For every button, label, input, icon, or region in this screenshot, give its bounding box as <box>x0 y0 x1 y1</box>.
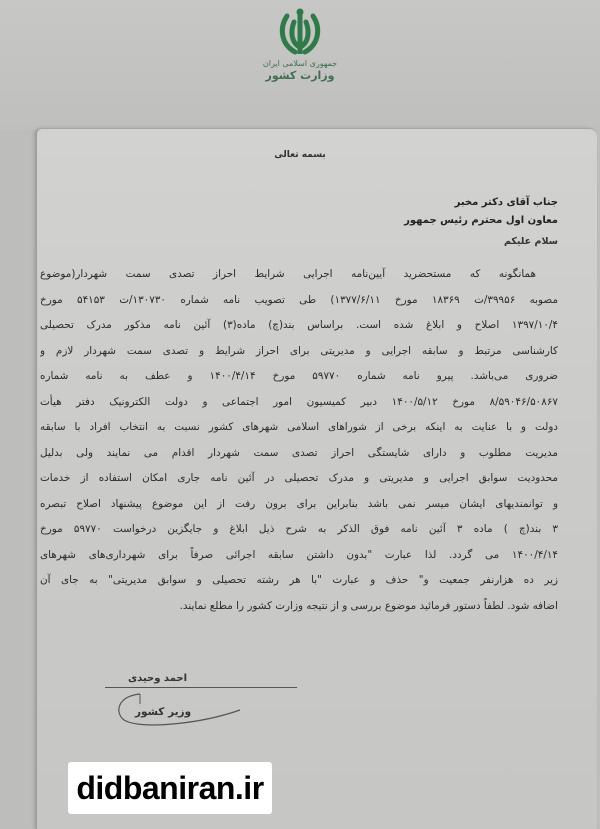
watermark: didbaniran.ir <box>68 762 272 814</box>
signatory-title: وزیر کشور <box>135 706 192 718</box>
greeting: سلام علیکم <box>503 236 558 247</box>
letter-body <box>40 262 558 619</box>
body-line: محدودیت سوابق اجرایی و مدیریتی و مدرک تحصیلی در آئین نامه جاری امکان استفاده از خدمات <box>40 472 558 484</box>
letterhead-country: جمهوری اسلامی ایران <box>262 59 338 68</box>
body-line: ۸/۵۹۰۴۶/۵۰۸۶۷ مورخ ۱۴۰۰/۵/۱۲ دبیر کمیسیون امور اجتماعی و دولت الکترونیک دفتر هیأت <box>40 395 558 408</box>
signature-rule <box>105 687 297 688</box>
body-line: دولت و با عنایت به اینکه برخی از شوراهای اسلامی شهرهای کشور نسبت به انتخاب افراد با سابقه <box>40 421 558 433</box>
body-line: ۱۴۰۰/۴/۱۴ می گردد. لذا عبارت "بدون داشتن سابقه اجرائی صرفاً برای شهرداری‌های شهرهای <box>40 548 558 561</box>
body-line: ۱۳۹۷/۱۰/۴ اصلاح و ابلاغ شده است. براساس بند(چ) ماده(۳) آئین نامه مذکور مدرک تحصیلی <box>40 319 558 331</box>
addressee-title: معاون اول محترم رئیس جمهور <box>404 215 558 226</box>
signatory-name: احمد وحیدی <box>128 673 188 684</box>
letterhead <box>262 6 338 106</box>
body-line: ضروری می‌باشد. پیرو نامه شماره ۵۹۷۷۰ مورخ ۱۴۰۰/۴/۱۴ و عطف به نامه شماره <box>40 370 558 382</box>
body-line: مدیریت مطلوب و دارای شایستگی احراز تصدی سمت شهردار اقدام می نمایند ولی بدلیل <box>40 446 558 459</box>
body-line: زیر ده هزارنفر جمعیت و" حذف و عبارت "با هر رشته تحصیلی و سوابق مدیریتی" به جای آن <box>40 574 558 586</box>
body-line: اضافه شود. لطفاً دستور فرمائید موضوع بررسی و از نتیجه وزارت کشور را مطلع نمایند. <box>179 599 558 612</box>
iran-emblem-icon <box>277 6 323 58</box>
addressee-name: جناب آقای دکتر مخبر <box>454 197 558 208</box>
body-line: ۳ بند(چ ) ماده ۳ آئین نامه فوق الذکر به شرح ذیل ابلاغ و جایگزین درخواست ۵۹۷۷۰ مورخ <box>40 523 558 535</box>
body-line: همانگونه که مستحضرید آیین‌نامه اجرایی شرایط احراز تصدی سمت شهردار(موضوع <box>40 268 536 280</box>
body-line: کارشناسی مرتبط و سابقه اجرایی و مدیریتی برای احراز شرایط و تصدی سمت شهردار لازم و <box>40 344 558 357</box>
body-line: مصوبه ۳۹۹۵۶/ت ۱۸۳۶۹ مورخ ۱۳۷۷/۶/۱۱) طی تصویب نامه شماره ۱۳۰۷۳۰/ت ۵۴۱۵۳ مورخ <box>40 293 558 306</box>
invocation: بسمه تعالی <box>274 150 326 160</box>
letterhead-ministry: وزارت کشور <box>265 69 335 82</box>
body-line: و توانمندیهای ایشان میسر نمی باشد بنابراین برای برون رفت از این موضوع پیشنهاد اصلاح تبصره <box>40 497 558 510</box>
